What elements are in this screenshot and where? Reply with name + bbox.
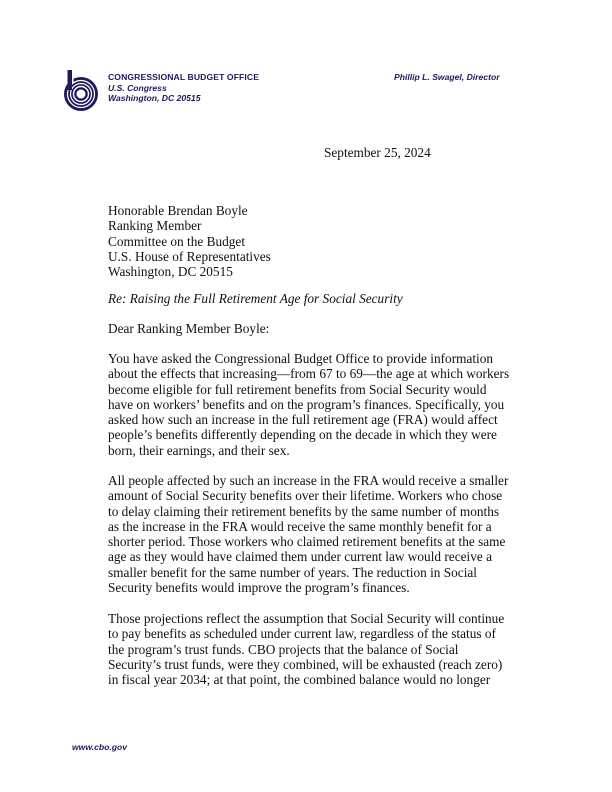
text-line: as the increase in the FRA would receive the same monthly benefit for a: [108, 518, 492, 534]
text-line: All people affected by such an increase in the FRA would receive a smaller: [108, 473, 509, 488]
text-line: to delay claiming their retirement benefits by the same number of months: [108, 503, 500, 519]
recipient-title: Ranking Member: [108, 218, 202, 234]
letterhead: [108, 72, 259, 104]
text-line: become eligible for full retirement benefits from Social Security would: [108, 381, 487, 397]
text-line: Security benefits would improve the program’s finances.: [108, 580, 410, 596]
director-name: Phillip L. Swagel, Director: [394, 72, 500, 82]
recipient-name: Honorable Brendan Boyle: [108, 203, 248, 218]
subject-line: Re: Raising the Full Retirement Age for Social Security: [108, 291, 403, 306]
text-line: about the effects that increasing—from 67 to 69—the age at which workers: [108, 366, 510, 382]
text-line: Security’s trust funds, were they combined, will be exhausted (reach zero): [108, 656, 503, 672]
text-line: You have asked the Congressional Budget Office to provide information: [108, 351, 494, 366]
text-line: to pay benefits as scheduled under current law, regardless of the status of: [108, 626, 496, 642]
text-line: the program’s trust funds. CBO projects that the balance of Social: [108, 641, 459, 657]
text-line: Those projections reflect the assumption that Social Security will continue: [108, 611, 505, 626]
text-line: amount of Social Security benefits over their lifetime. Workers who chose: [108, 488, 503, 504]
body-paragraph-1: [108, 351, 518, 458]
organization-name: CONGRESSIONAL BUDGET OFFICE: [108, 72, 260, 82]
website-link[interactable]: www.cbo.gov: [72, 742, 128, 752]
text-line: have on workers’ benefits and on the program’s finances. Specifically, you: [108, 396, 505, 412]
letterhead-line-address: Washington, DC 20515: [108, 93, 201, 104]
text-line: age as they would have claimed them under current law would receive a: [108, 549, 492, 565]
recipient-chamber: U.S. House of Representatives: [108, 248, 271, 264]
cbo-seal-icon: [61, 68, 101, 112]
salutation: Dear Ranking Member Boyle:: [108, 321, 270, 336]
body-paragraph-2: [108, 473, 518, 595]
text-line: born, their earnings, and their sex.: [108, 442, 290, 458]
body-paragraph-3: [108, 611, 518, 687]
recipient-city: Washington, DC 20515: [108, 264, 233, 280]
text-line: smaller benefit for the same number of years. The reduction in Social: [108, 564, 477, 580]
text-line: in fiscal year 2034; at that point, the combined balance would no longer: [108, 672, 491, 688]
letter-date: September 25, 2024: [324, 145, 431, 160]
recipient-address: [108, 203, 271, 279]
recipient-committee: Committee on the Budget: [108, 233, 246, 249]
letterhead-line-congress: U.S. Congress: [108, 82, 167, 93]
text-line: people’s benefits differently depending on the decade in which they were: [108, 427, 497, 443]
text-line: shorter period. Those workers who claimed retirement benefits at the same: [108, 534, 506, 550]
text-line: asked how such an increase in the full retirement age (FRA) would affect: [108, 412, 498, 428]
